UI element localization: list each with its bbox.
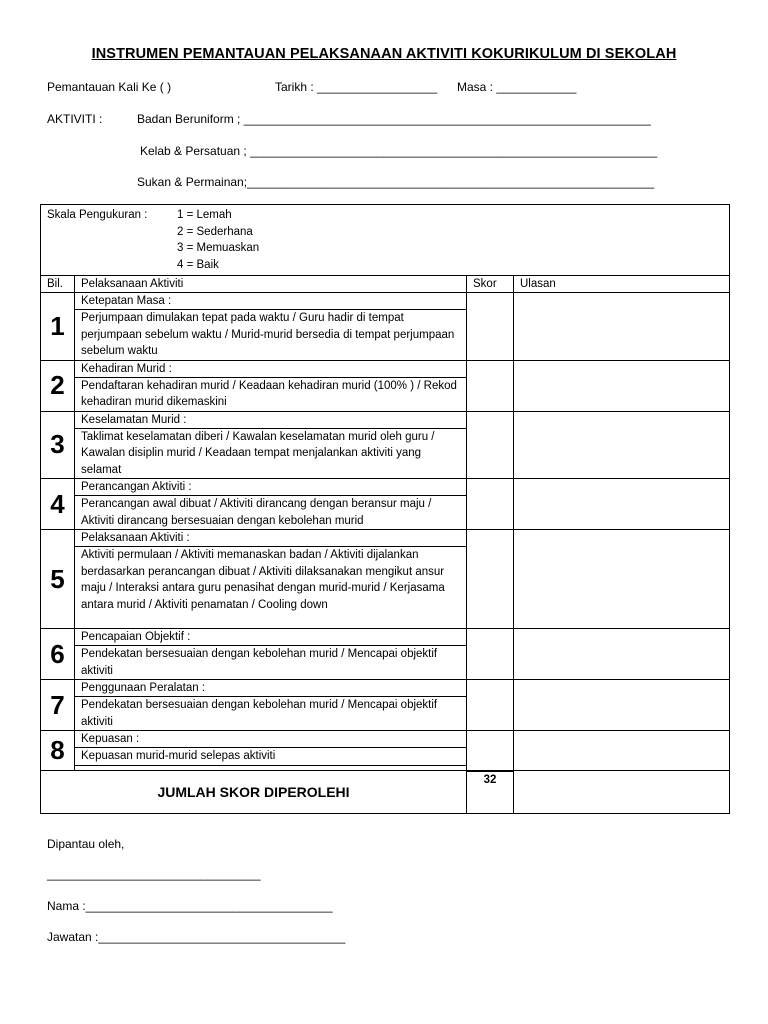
table-row — [41, 731, 730, 771]
ulasan-cell[interactable] — [514, 629, 730, 680]
ulasan-cell[interactable] — [514, 731, 730, 771]
row-description: Kepuasan murid-murid selepas aktiviti — [75, 748, 466, 766]
row-number: 2 — [41, 360, 75, 411]
row-title: Penggunaan Peralatan : — [75, 680, 466, 697]
skor-cell[interactable] — [467, 479, 514, 530]
skor-cell[interactable] — [467, 411, 514, 479]
row-title: Pencapaian Objektif : — [75, 629, 466, 646]
row-description: Perancangan awal dibuat / Aktiviti dirancang dengan beransur maju / Aktiviti dirancang bersesuaian dengan kebolehan murid — [81, 498, 432, 527]
pemantauan-field[interactable]: Pemantauan Kali Ke ( ) — [47, 80, 172, 94]
table-row — [41, 360, 730, 411]
scale-item: 2 = Sederhana — [177, 225, 253, 238]
document-title: INSTRUMEN PEMANTAUAN PELAKSANAAN AKTIVITI KOKURIKULUM DI SEKOLAH — [91, 46, 677, 62]
col-bil: Bil. — [41, 276, 75, 293]
row-number: 4 — [41, 479, 75, 530]
row-description: Aktiviti permulaan / Aktiviti memanaskan badan / Aktiviti dijalankan berdasarkan perancangan dibuat / Aktiviti dilaksanakan mengikut ansur maju / Interaksi antara guru penasihat dengan murid-murid / Kerjasama antara murid / Aktiviti penamatan / Cooling down — [81, 549, 445, 611]
ulasan-cell[interactable] — [514, 411, 730, 479]
sukan-permainan-field[interactable]: Sukan & Permainan;_____________________________________________________________ — [137, 175, 655, 189]
row-description: Pendekatan bersesuaian dengan kebolehan murid / Mencapai objektif aktiviti — [81, 648, 438, 677]
col-pelaksanaan: Pelaksanaan Aktiviti — [75, 276, 467, 293]
table-row — [41, 530, 730, 629]
row-description: Taklimat keselamatan diberi / Kawalan keselamatan murid oleh guru / Kawalan disiplin murid / Keadaan tempat menjalankan aktiviti yang selamat — [81, 430, 435, 476]
row-number: 8 — [41, 731, 75, 771]
table-row — [41, 680, 730, 731]
jawatan-field[interactable]: Jawatan :_____________________________________ — [47, 930, 346, 944]
row-title: Ketepatan Masa : — [75, 293, 466, 310]
table-header — [41, 276, 730, 293]
skor-cell[interactable] — [467, 530, 514, 629]
dipantau-label: Dipantau oleh, — [47, 837, 125, 851]
ulasan-cell[interactable] — [514, 360, 730, 411]
row-title: Perancangan Aktiviti : — [75, 479, 466, 496]
total-label: JUMLAH SKOR DIPEROLEHI — [41, 771, 467, 814]
ulasan-cell[interactable] — [514, 680, 730, 731]
col-skor: Skor — [467, 276, 514, 293]
masa-field[interactable]: Masa : ____________ — [457, 80, 577, 94]
skor-cell[interactable] — [467, 293, 514, 361]
skor-cell[interactable] — [467, 680, 514, 731]
row-title: Pelaksanaan Aktiviti : — [75, 530, 466, 547]
max-score: 32 — [467, 771, 513, 788]
row-number: 1 — [41, 293, 75, 361]
total-ulasan-cell[interactable] — [514, 771, 730, 814]
skor-cell[interactable] — [467, 360, 514, 411]
table-row — [41, 411, 730, 479]
row-number: 3 — [41, 411, 75, 479]
aktiviti-label: AKTIVITI : — [47, 112, 103, 126]
ulasan-cell[interactable] — [514, 293, 730, 361]
assessment-table — [40, 204, 730, 814]
signature-line[interactable]: ________________________________ — [47, 867, 261, 881]
row-description: Perjumpaan dimulakan tepat pada waktu / Guru hadir di tempat perjumpaan sebelum waktu / Murid-murid bersedia di tempat perjumpaan sebelum waktu — [81, 312, 455, 357]
table-row — [41, 293, 730, 361]
row-number: 5 — [41, 530, 75, 629]
row-title: Kepuasan : — [75, 731, 466, 748]
table-row — [41, 629, 730, 680]
scale-label: Skala Pengukuran : — [47, 209, 148, 221]
row-number: 6 — [41, 629, 75, 680]
tarikh-field[interactable]: Tarikh : __________________ — [275, 80, 438, 94]
total-row — [41, 771, 730, 814]
table-row — [41, 479, 730, 530]
skor-cell[interactable] — [467, 731, 514, 771]
kelab-persatuan-field[interactable]: Kelab & Persatuan ; _____________________________________________________________ — [140, 144, 658, 158]
row-title: Keselamatan Murid : — [75, 412, 466, 429]
badan-beruniform-field[interactable]: Badan Beruniform ; _____________________________________________________________ — [137, 112, 651, 126]
nama-field[interactable]: Nama :_____________________________________ — [47, 899, 333, 913]
scale-item: 3 = Memuaskan — [177, 242, 260, 254]
row-title: Kehadiran Murid : — [75, 361, 466, 378]
scale-item: 1 = Lemah — [177, 209, 232, 221]
ulasan-cell[interactable] — [514, 530, 730, 629]
scale-item: 4 = Baik — [177, 258, 219, 271]
ulasan-cell[interactable] — [514, 479, 730, 530]
skor-cell[interactable] — [467, 629, 514, 680]
row-description: Pendekatan bersesuaian dengan kebolehan murid / Mencapai objektif aktiviti — [81, 699, 438, 728]
row-description: Pendaftaran kehadiran murid / Keadaan kehadiran murid (100% ) / Rekod kehadiran murid dikemaskini — [81, 379, 457, 408]
row-number: 7 — [41, 680, 75, 731]
scale-section — [41, 205, 730, 276]
col-ulasan: Ulasan — [514, 276, 730, 293]
